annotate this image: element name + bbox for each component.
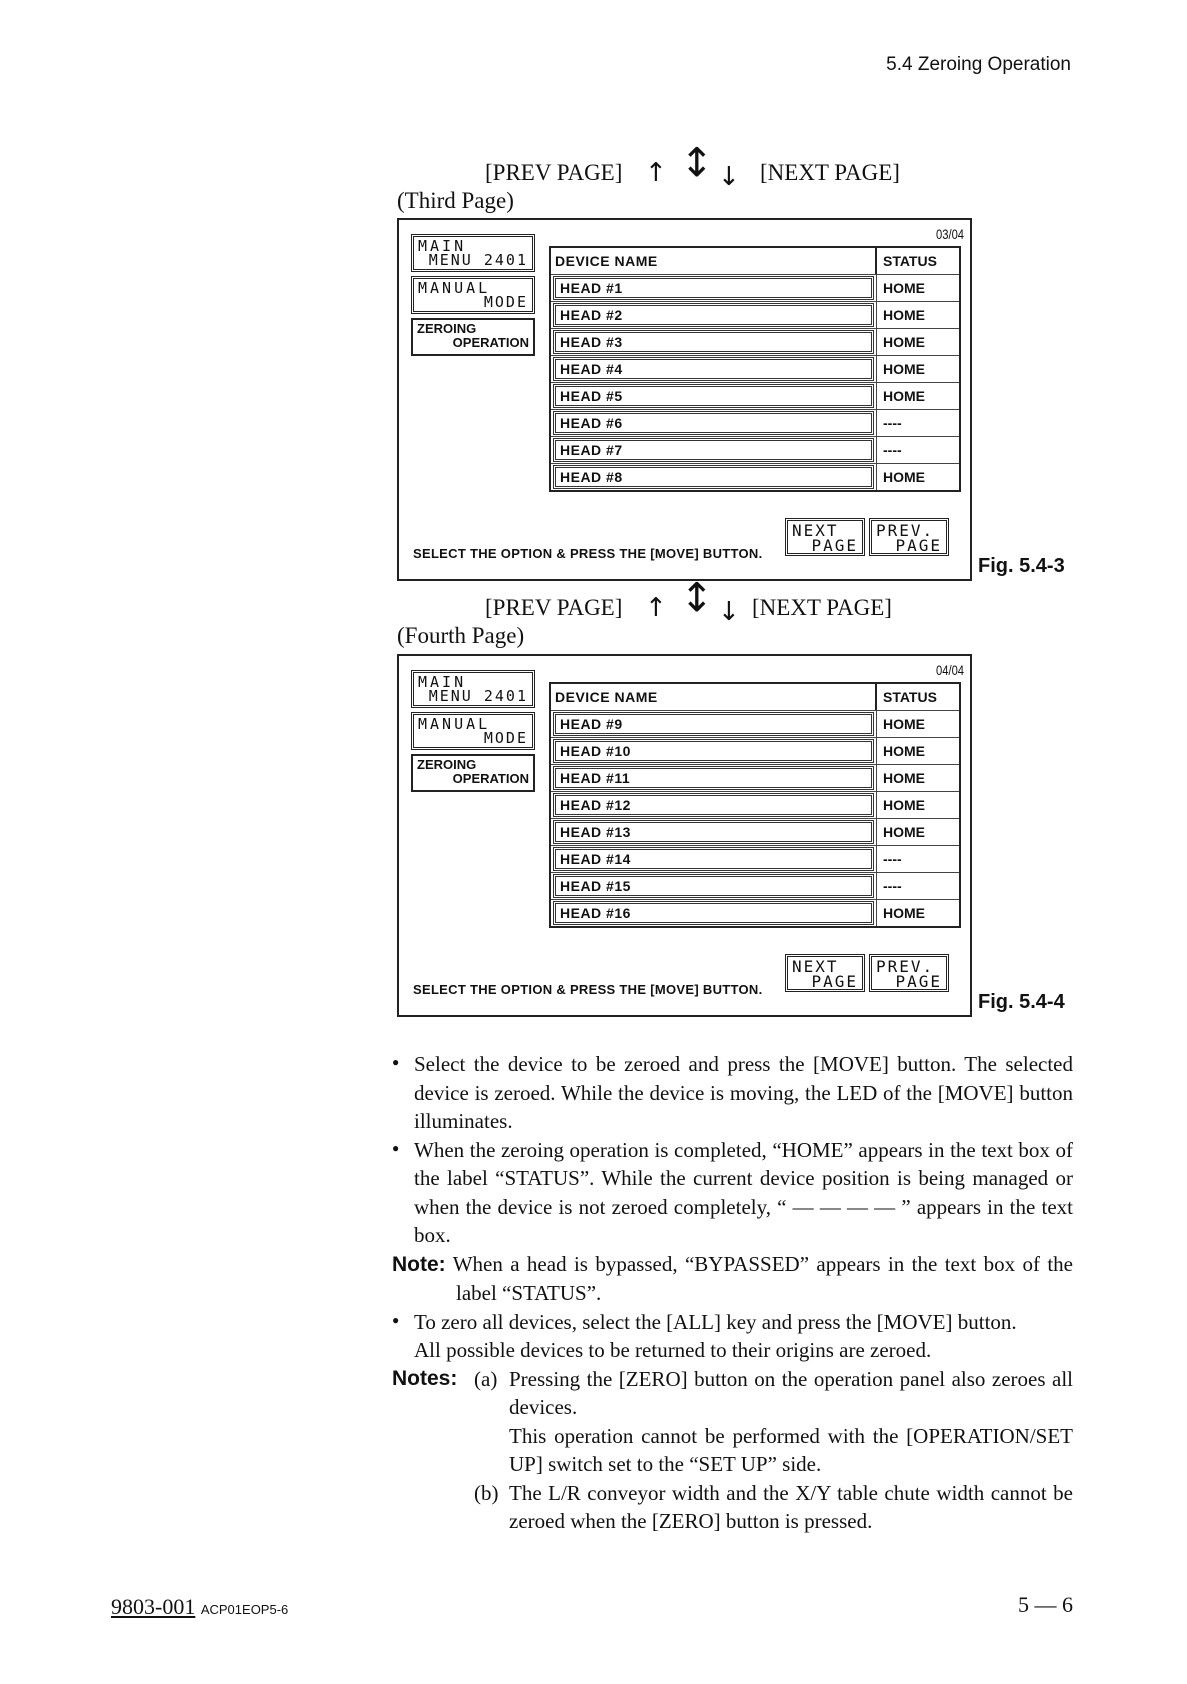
prev-page-button[interactable] (869, 954, 949, 992)
footer-doc (111, 1594, 288, 1620)
status-field: HOME (876, 275, 959, 301)
label: PREV. (876, 957, 935, 976)
manual-mode-button[interactable] (411, 276, 535, 314)
table-row[interactable] (551, 410, 959, 437)
status-field: ---- (876, 846, 959, 872)
device-name-button[interactable]: HEAD #8 (553, 465, 874, 489)
device-name-button[interactable]: HEAD #4 (553, 357, 874, 381)
prev-page-label: [PREV PAGE] (485, 595, 623, 620)
device-name-button[interactable]: HEAD #5 (553, 384, 874, 408)
note-b-mark: (b) (474, 1480, 499, 1505)
down-arrow-icon: ↓ (718, 597, 740, 627)
page-number: 5 — 6 (1018, 1592, 1073, 1617)
label: MENU 2401 (428, 687, 528, 705)
next-page-label: [NEXT PAGE] (752, 595, 892, 620)
device-name-button[interactable]: HEAD #11 (553, 766, 874, 790)
device-name-button[interactable]: HEAD #3 (553, 330, 874, 354)
figure-label: Fig. 5.4-3 (978, 555, 1065, 577)
table-row[interactable] (551, 846, 959, 873)
prev-page-button[interactable] (869, 518, 949, 556)
device-name-button[interactable]: HEAD #9 (553, 712, 874, 736)
status-field: HOME (876, 738, 959, 764)
notes-label: Notes: (392, 1366, 458, 1390)
col-status: STATUS (883, 689, 937, 705)
doc-code: ACP01EOP5-6 (200, 1602, 289, 1617)
device-name-button[interactable]: HEAD #10 (553, 739, 874, 763)
zero-all-result: All possible devices to be returned to their origins are zeroed. (414, 1338, 932, 1362)
table-row[interactable] (551, 302, 959, 329)
device-name-button[interactable]: HEAD #7 (553, 438, 874, 462)
bullet-home-status: ● When the zeroing operation is completed, “HOME” appears in the text box of the label “STATUS”. While the current device position is being managed or when the device is not zeroed completely, “ — — — — ” appears in the text box. (392, 1136, 1073, 1250)
label: MODE (483, 293, 528, 311)
manual-mode-button[interactable] (411, 712, 535, 750)
main-menu-button[interactable] (411, 234, 535, 272)
table-row[interactable] (551, 329, 959, 356)
status-field: HOME (876, 819, 959, 845)
bullet-zero-all: ● To zero all devices, select the [ALL] key and press the [MOVE] button. (392, 1308, 1073, 1337)
zeroing-operation-tab[interactable] (411, 754, 535, 792)
note-text: When a head is bypassed, “BYPASSED” appears in the text box of the label “STATUS”. (452, 1251, 1074, 1305)
up-arrow-icon: ↑ (645, 158, 667, 188)
up-arrow-icon: ↑ (645, 593, 667, 623)
status-field: HOME (876, 356, 959, 382)
note-b-text: The L/R conveyor width and the X/Y table chute width cannot be zeroed when the [ZERO] button is pressed. (509, 1480, 1073, 1533)
device-table (549, 682, 961, 928)
note-label: Note: (392, 1252, 446, 1276)
col-device-name: DEVICE NAME (551, 684, 877, 710)
col-device-name: DEVICE NAME (551, 248, 877, 274)
device-name-button[interactable]: HEAD #1 (553, 276, 874, 300)
label: OPERATION (452, 335, 529, 350)
table-header (551, 684, 959, 711)
label: MODE (483, 729, 528, 747)
label: MENU 2401 (428, 251, 528, 269)
label: NEXT (792, 521, 839, 540)
doc-number: 9803-001 (111, 1594, 196, 1619)
page-indicator: 04/04 (935, 662, 964, 678)
table-row[interactable] (551, 275, 959, 302)
label: ZEROING (417, 757, 477, 772)
bullet-select-device: ● Select the device to be zeroed and press the [MOVE] button. The selected device is zeroed. While the device is moving, the LED of the [MOVE] button illuminates. (392, 1050, 1073, 1136)
next-page-button[interactable] (785, 954, 865, 992)
zeroing-screen (397, 654, 972, 1017)
next-page-label: [NEXT PAGE] (760, 160, 900, 185)
page-indicator: 03/04 (935, 226, 964, 242)
device-name-button[interactable]: HEAD #13 (553, 820, 874, 844)
table-header (551, 248, 959, 275)
table-row[interactable] (551, 437, 959, 464)
note (392, 1250, 1073, 1308)
status-field: ---- (876, 873, 959, 899)
label: MAIN (418, 673, 467, 691)
updown-arrow-icon: ↕ (680, 575, 714, 621)
status-field: HOME (876, 765, 959, 791)
prev-page-label: [PREV PAGE] (485, 160, 623, 185)
table-row[interactable] (551, 765, 959, 792)
device-name-button[interactable]: HEAD #16 (553, 901, 874, 925)
label: NEXT (792, 957, 839, 976)
device-name-button[interactable]: HEAD #14 (553, 847, 874, 871)
label: PAGE (811, 972, 858, 991)
next-page-button[interactable] (785, 518, 865, 556)
device-name-button[interactable]: HEAD #2 (553, 303, 874, 327)
table-row[interactable] (551, 464, 959, 490)
updown-arrow-icon: ↕ (680, 140, 714, 186)
status-field: ---- (876, 437, 959, 463)
page-caption: (Third Page) (397, 188, 514, 213)
table-row[interactable] (551, 792, 959, 819)
status-field: ---- (876, 410, 959, 436)
note-a-text: Pressing the [ZERO] button on the operation panel also zeroes all devices. (509, 1366, 1073, 1419)
label: MAIN (418, 237, 467, 255)
status-field: HOME (876, 464, 959, 490)
label: PREV. (876, 521, 935, 540)
notes (392, 1365, 1073, 1536)
col-status: STATUS (883, 253, 937, 269)
status-field: HOME (876, 711, 959, 737)
instruction-text: SELECT THE OPTION & PRESS THE [MOVE] BUTTON. (413, 982, 763, 997)
device-table (549, 246, 961, 492)
instruction-text: SELECT THE OPTION & PRESS THE [MOVE] BUTTON. (413, 546, 763, 561)
label: PAGE (895, 972, 942, 991)
down-arrow-icon: ↓ (718, 162, 740, 192)
table-row[interactable] (551, 711, 959, 738)
table-row[interactable] (551, 819, 959, 846)
zeroing-operation-tab[interactable] (411, 318, 535, 356)
device-name-button[interactable]: HEAD #12 (553, 793, 874, 817)
note-a-text-2: This operation cannot be performed with the [OPERATION/SET UP] switch set to the “SET UP” side. (509, 1423, 1073, 1476)
status-field: HOME (876, 792, 959, 818)
zeroing-screen (397, 218, 972, 581)
label: ZEROING (417, 321, 477, 336)
label: OPERATION (452, 771, 529, 786)
table-row[interactable] (551, 383, 959, 410)
device-name-button[interactable]: HEAD #6 (553, 411, 874, 435)
main-menu-button[interactable] (411, 670, 535, 708)
table-row[interactable] (551, 356, 959, 383)
label: MANUAL (418, 715, 491, 733)
status-field: HOME (876, 383, 959, 409)
table-row[interactable] (551, 738, 959, 765)
status-field: HOME (876, 900, 959, 926)
label: PAGE (811, 536, 858, 555)
note-a-mark: (a) (474, 1366, 498, 1391)
status-field: HOME (876, 302, 959, 328)
page-caption: (Fourth Page) (397, 623, 525, 648)
status-field: HOME (876, 329, 959, 355)
table-row[interactable] (551, 900, 959, 926)
body-text (392, 1050, 1073, 1536)
label: MANUAL (418, 279, 491, 297)
section-header: 5.4 Zeroing Operation (886, 54, 1071, 75)
label: PAGE (895, 536, 942, 555)
table-row[interactable] (551, 873, 959, 900)
figure-label: Fig. 5.4-4 (978, 991, 1065, 1013)
device-name-button[interactable]: HEAD #15 (553, 874, 874, 898)
